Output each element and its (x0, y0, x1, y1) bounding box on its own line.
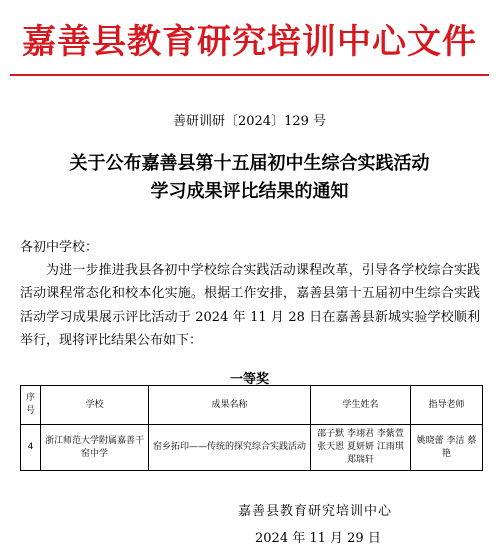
issuing-authority-header: 嘉善县教育研究培训中心文件 (22, 22, 477, 62)
table-header-row (21, 386, 483, 425)
header-students: 学生姓名 (311, 386, 411, 425)
body-paragraph: 为进一步推进我县各初中学校综合实践活动课程改革，引导各学校综合实践活动课程常态化和校本化实施。根据工作安排，嘉善县第十五届初中生综合实践活动学习成果展示评比活动于 2024 年 11 月 28 日在嘉善县新城实验学校顺利举行，现将评比结果公布如下： (20, 263, 480, 348)
cell-title: 窑乡拓印——传统的探究综合实践活动 (149, 425, 311, 471)
header-teachers: 指导老师 (411, 386, 483, 425)
cell-seq: 4 (21, 425, 41, 471)
notice-title-line-1: 关于公布嘉善县第十五届初中生综合实践活动 (69, 153, 430, 174)
cell-teachers: 姚晓蕾 李洁 蔡艳 (411, 425, 483, 471)
award-heading: 一等奖 (229, 372, 269, 387)
footer-date: 2024 年 11 月 29 日 (255, 531, 381, 546)
results-table (20, 385, 483, 471)
header-school: 学校 (41, 386, 149, 425)
cell-students: 邵子默 李翊君 李紫萱 张天恩 夏妍妍 江雨琪 郑瑞轩 (311, 425, 411, 471)
document-number: 善研训研〔2024〕129 号 (172, 114, 327, 129)
header-title: 成果名称 (149, 386, 311, 425)
table-row (21, 425, 483, 471)
notice-title-line-2: 学习成果评比结果的通知 (150, 181, 349, 202)
footer-organization: 嘉善县教育研究培训中心 (238, 504, 393, 519)
header-seq: 序号 (21, 386, 41, 425)
red-divider-line (10, 74, 489, 76)
cell-school: 浙江师范大学附属嘉善干窑中学 (41, 425, 149, 471)
salutation: 各初中学校： (20, 240, 99, 255)
